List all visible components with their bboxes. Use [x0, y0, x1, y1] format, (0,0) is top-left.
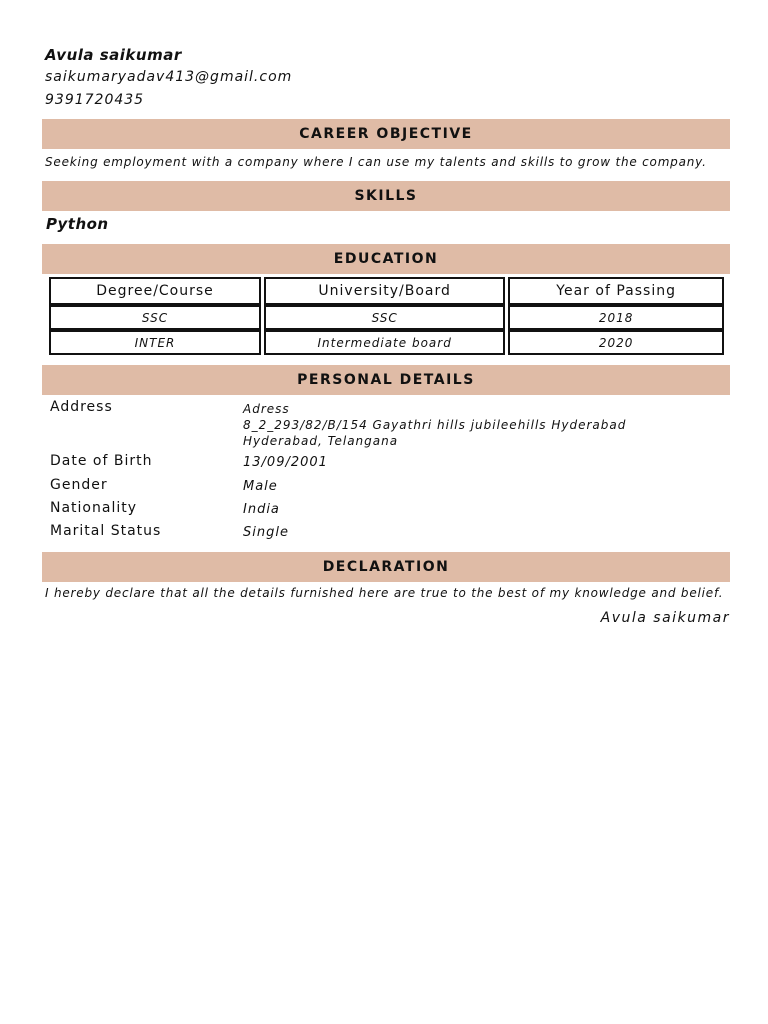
address-line: Hyderabad, Telangana — [243, 434, 399, 448]
education-table — [46, 277, 727, 355]
dob-label: Date of Birth — [50, 453, 153, 469]
signature-name: Avula saikumar — [600, 610, 730, 626]
candidate-name: Avula saikumar — [45, 46, 182, 64]
address-label: Address — [50, 399, 113, 415]
education-row — [49, 330, 724, 355]
career-objective-heading: CAREER OBJECTIVE — [42, 119, 730, 149]
education-degree: INTER — [49, 330, 261, 355]
address-value — [243, 401, 626, 449]
education-row — [49, 305, 724, 330]
education-header-row — [49, 277, 724, 305]
declaration-text: I hereby declare that all the details furnished here are true to the best of my knowledge and belief. — [45, 586, 724, 600]
education-heading: EDUCATION — [42, 244, 730, 274]
declaration-heading: DECLARATION — [42, 552, 730, 582]
education-header-university: University/Board — [264, 277, 505, 305]
education-board: Intermediate board — [264, 330, 505, 355]
personal-details-heading: PERSONAL DETAILS — [42, 365, 730, 395]
marital-status-value: Single — [243, 525, 289, 540]
email-address: saikumaryadav413@gmail.com — [45, 69, 293, 85]
skills-heading: SKILLS — [42, 181, 730, 211]
contact-header — [45, 44, 292, 112]
gender-value: Male — [243, 479, 278, 494]
nationality-label: Nationality — [50, 500, 138, 516]
education-header-year: Year of Passing — [508, 277, 724, 305]
phone-number: 9391720435 — [45, 92, 145, 108]
address-line: Adress — [243, 402, 290, 416]
education-degree: SSC — [49, 305, 261, 330]
dob-value: 13/09/2001 — [243, 455, 328, 470]
career-objective-text: Seeking employment with a company where I can use my talents and skills to grow the company. — [45, 155, 707, 169]
skill-item: Python — [46, 215, 109, 233]
nationality-value: India — [243, 502, 280, 517]
education-board: SSC — [264, 305, 505, 330]
education-year: 2020 — [508, 330, 724, 355]
education-header-degree: Degree/Course — [49, 277, 261, 305]
address-line: 8_2_293/82/B/154 Gayathri hills jubileehills Hyderabad — [243, 418, 627, 432]
marital-status-label: Marital Status — [50, 523, 162, 539]
gender-label: Gender — [50, 477, 108, 493]
education-year: 2018 — [508, 305, 724, 330]
